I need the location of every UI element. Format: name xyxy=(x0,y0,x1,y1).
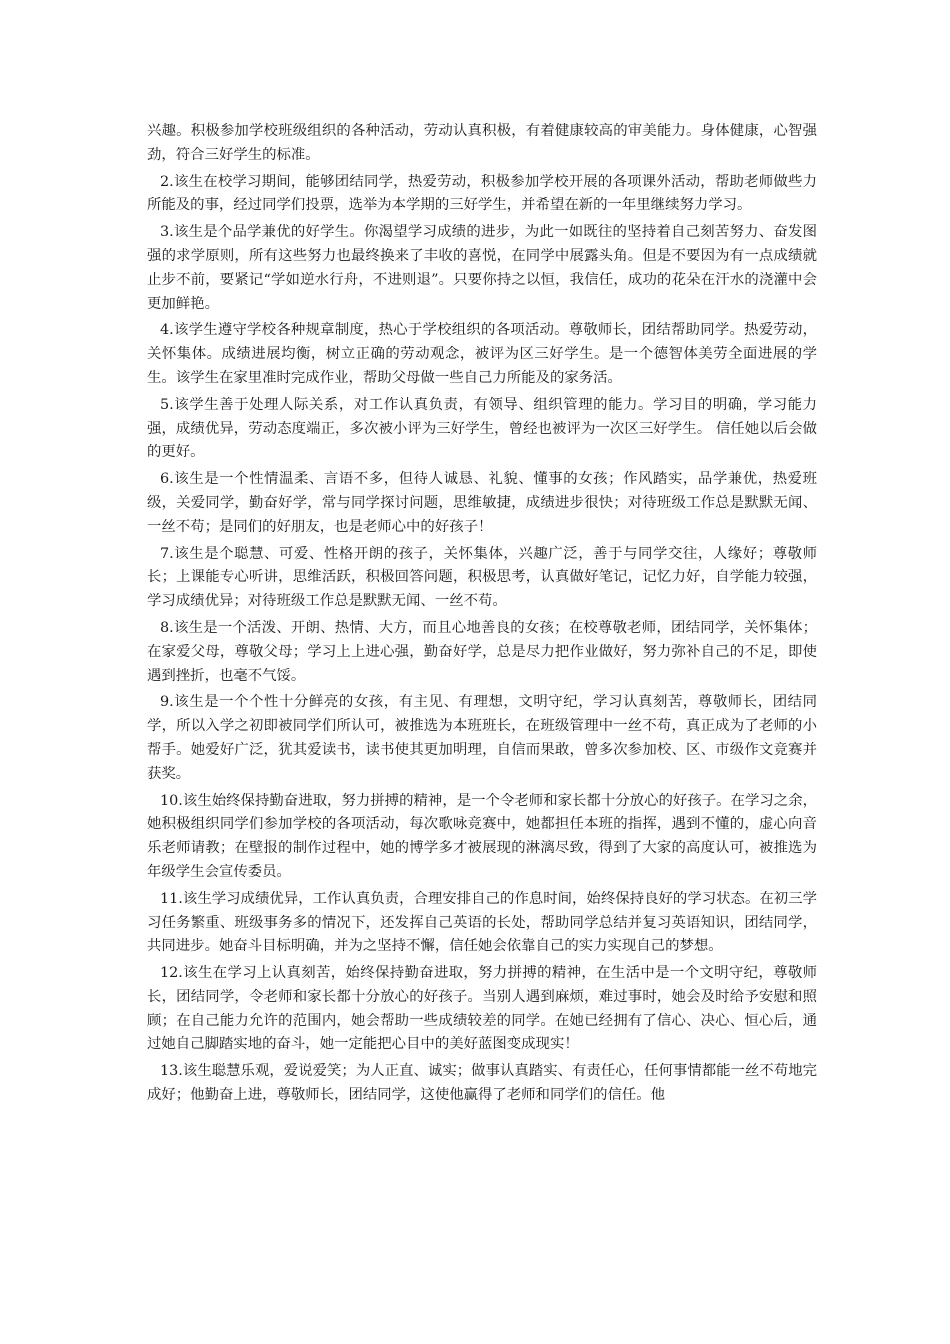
paragraph-comment-8: 8.该生是一个活泼、开朗、热情、大方，而且心地善良的女孩；在校尊敬老师，团结同学，关怀集体；在家爱父母，尊敬父母；学习上上进心强，勤奋好学，总是尽力把作业做好，努力弥补自己的不足，即使遇到挫折，也毫不气馁。 xyxy=(147,619,817,684)
paragraph-comment-7: 7.该生是个聪慧、可爱、性格开朗的孩子，关怀集体，兴趣广泛，善于与同学交往，人缘好；尊敬师长；上课能专心听讲，思维活跃，积极回答问题，积极思考，认真做好笔记，记忆力好，自学能力较强，学习成绩优异；对待班级工作总是默默无闻、一丝不苟。 xyxy=(147,545,817,610)
paragraph-comment-4: 4.该学生遵守学校各种规章制度，热心于学校组织的各项活动。尊敬师长，团结帮助同学。热爱劳动，关怀集体。成绩进展均衡，树立正确的劳动观念，被评为区三好学生。是一个德智体美劳全面进展的学生。该学生在家里准时完成作业，帮助父母做一些自己力所能及的家务活。 xyxy=(147,322,817,386)
document-body xyxy=(147,120,817,1111)
paragraph-comment-6: 6.该生是一个性情温柔、言语不多，但待人诚恳、礼貌、懂事的女孩；作风踏实，品学兼优，热爱班级，关爱同学，勤奋好学，常与同学探讨问题，思维敏捷，成绩进步很快；对待班级工作总是默默无闻、一丝不苟；是同们的好朋友，也是老师心中的好孩子！ xyxy=(147,471,817,535)
paragraph-comment-12: 12.该生在学习上认真刻苦，始终保持勤奋进取，努力拼搏的精神，在生活中是一个文明守纪，尊敬师长，团结同学，令老师和家长都十分放心的好孩子。当别人遇到麻烦，难过事时，她会及时给予安慰和照顾；在自己能力允许的范围内，她会帮助一些成绩较差的同学。在她已经拥有了信心、决心、恒心后，通过她自己脚踏实地的奋斗，她一定能把心目中的美好蓝图变成现实！ xyxy=(147,965,817,1053)
paragraph-comment-3: 3.该生是个品学兼优的好学生。你渴望学习成绩的进步，为此一如既往的坚持着自己刻苦努力、奋发图强的求学原则，所有这些努力也最终换来了丰收的喜悦，在同学中展露头角。但是不要因为有一点成绩就止步不前，要紧记“学如逆水行舟，不进则退”。只要你持之以恒，我信任，成功的花朵在汗水的浇灌中会更加鲜艳。 xyxy=(147,224,817,312)
paragraph-comment-9: 9.该生是一个个性十分鲜亮的女孩，有主见、有理想，文明守纪，学习认真刻苦，尊敬师长，团结同学，所以入学之初即被同学们所认可，被推选为本班班长，在班级管理中一丝不苟，真正成为了老师的小帮手。她爱好广泛，犹其爱读书，读书使其更加明理，自信而果敢，曾多次参加校、区、市级作文竞赛并获奖。 xyxy=(147,694,817,782)
paragraph-comment-5: 5.该学生善于处理人际关系，对工作认真负责，有领导、组织管理的能力。学习目的明确，学习能力强，成绩优异，劳动态度端正，多次被小评为三好学生，曾经也被评为一次区三好学生。 信任她以后会做的更好。 xyxy=(147,396,817,461)
paragraph-comment-13: 13.该生聪慧乐观，爱说爱笑；为人正直、诚实；做事认真踏实、有责任心，任何事情都能一丝不苟地完成好；他勤奋上进，尊敬师长，团结同学，这使他赢得了老师和同学们的信任。他 xyxy=(147,1063,817,1104)
paragraph-continuation: 兴趣。积极参加学校班级组织的各种活动，劳动认真积极，有着健康较高的审美能力。身体健康，心智强劲，符合三好学生的标准。 xyxy=(147,123,817,163)
paragraph-comment-11: 11.该生学习成绩优异，工作认真负责，合理安排自己的作息时间，始终保持良好的学习状态。在初三学习任务繁重、班级事务多的情况下，还发挥自己英语的长处，帮助同学总结并复习英语知识，团结同学，共同进步。她奋斗目标明确，并为之坚持不懈，信任她会依靠自己的实力实现自己的梦想。 xyxy=(147,890,817,955)
paragraph-comment-10: 10.该生始终保持勤奋进取，努力拼搏的精神，是一个令老师和家长都十分放心的好孩子。在学习之余，她积极组织同学们参加学校的各项活动，每次歌咏竞赛中，她都担任本班的指挥，遇到不懂的，虚心向音乐老师请教；在壁报的制作过程中，她的博学多才被展现的淋漓尽致，得到了大家的高度认可，被推选为年级学生会宣传委员。 xyxy=(147,792,817,880)
paragraph-comment-2: 2.该生在校学习期间，能够团结同学，热爱劳动，积极参加学校开展的各项课外活动，帮助老师做些力所能及的事，经过同学们投票，选举为本学期的三好学生，并希望在新的一年里继续努力学习。 xyxy=(147,173,817,214)
